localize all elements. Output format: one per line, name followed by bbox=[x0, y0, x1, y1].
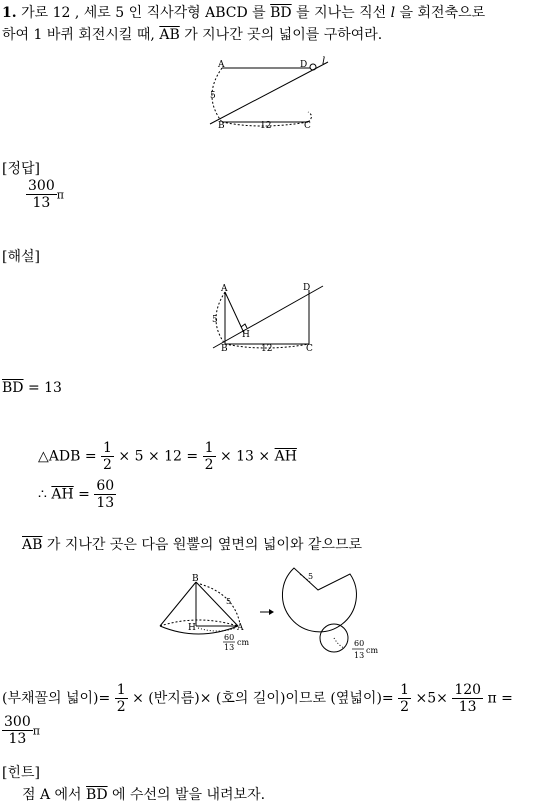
figure-perpendicular-h bbox=[205, 280, 330, 356]
cone-sentence bbox=[22, 534, 362, 554]
answer-pi: π bbox=[56, 188, 64, 202]
problem-number: 1. bbox=[2, 5, 17, 21]
problem-text: 을 회전축으로 bbox=[399, 5, 486, 21]
formula-text: (부채꼴의 넓이)= bbox=[2, 690, 111, 707]
label-b: B bbox=[218, 121, 225, 131]
area-rhs: × 13 × bbox=[219, 448, 271, 465]
segment-bd: $\overline{BD}$ bbox=[86, 787, 108, 803]
label-d: D bbox=[300, 60, 308, 70]
segment-ah: $\overline{AH}$ bbox=[51, 486, 74, 503]
answer-denominator: 13 bbox=[32, 195, 51, 212]
area-equation bbox=[38, 440, 297, 473]
figure-cone-development bbox=[278, 560, 388, 668]
label-five: 5 bbox=[308, 572, 314, 581]
label-c: C bbox=[304, 121, 311, 131]
label-b: B bbox=[221, 344, 228, 354]
figure-cone bbox=[150, 570, 260, 660]
radius-denominator: 13 bbox=[354, 651, 365, 660]
label-c: C bbox=[306, 344, 313, 354]
result-pi: π bbox=[32, 724, 40, 738]
ah-equation bbox=[38, 478, 116, 511]
label-a: A bbox=[221, 284, 228, 294]
result-numerator: 300 bbox=[4, 714, 31, 730]
arc-numerator: 120 bbox=[454, 682, 482, 698]
radius-numerator: 60 bbox=[224, 633, 235, 642]
problem-text: 가 지나간 곳의 넓이를 구하여라. bbox=[184, 27, 383, 43]
arrow-right-icon bbox=[258, 606, 278, 618]
therefore-symbol: ∴ bbox=[38, 486, 47, 503]
area-lhs: △ADB = bbox=[38, 448, 97, 465]
segment-bd: $\overline{BD}$ bbox=[270, 5, 292, 21]
radius-denominator: 13 bbox=[224, 643, 235, 652]
half-numerator: 1 bbox=[204, 440, 214, 456]
half-denominator: 2 bbox=[116, 699, 126, 716]
ah-numerator: 60 bbox=[96, 478, 115, 494]
label-h: H bbox=[188, 623, 196, 633]
label-d: D bbox=[303, 283, 311, 293]
figure-rectangle-rotation bbox=[200, 56, 340, 134]
problem-text: 를 지나는 직선 bbox=[296, 5, 387, 21]
label-h: H bbox=[242, 330, 250, 340]
half-numerator: 1 bbox=[103, 440, 112, 456]
area-mid: × 5 × 12 = bbox=[118, 448, 199, 465]
segment-ab: $\overline{AB}$ bbox=[159, 27, 180, 43]
explanation-header: [해설] bbox=[2, 249, 40, 265]
unit-cm: cm bbox=[237, 638, 250, 647]
segment-ah: $\overline{AH}$ bbox=[274, 448, 297, 465]
half-numerator: 1 bbox=[116, 682, 126, 698]
half-denominator: 2 bbox=[204, 457, 214, 474]
result-denominator: 13 bbox=[8, 731, 27, 748]
arc-denominator: 13 bbox=[458, 699, 477, 716]
problem-text: 가로 12 , 세로 5 인 직사각형 ABCD 를 bbox=[21, 5, 266, 21]
bd-value: = 13 bbox=[27, 380, 62, 396]
equals: = bbox=[78, 486, 90, 503]
label-five: 5 bbox=[212, 315, 218, 325]
formula-text: × (반지름)× (호의 길이)이므로 (옆넓이)= bbox=[132, 690, 394, 707]
answer-value bbox=[26, 178, 64, 211]
label-five: 5 bbox=[226, 597, 232, 606]
hint-text bbox=[22, 784, 265, 804]
hint-text-b: 에 수선의 발을 내려보자. bbox=[112, 787, 266, 803]
bd-equation bbox=[2, 380, 62, 396]
label-twelve: 12 bbox=[260, 121, 272, 131]
answer-numerator: 300 bbox=[28, 178, 55, 194]
line-l: l bbox=[390, 5, 396, 21]
half-numerator: 1 bbox=[400, 682, 410, 698]
cone-text: 가 지나간 곳은 다음 원뿔의 옆면의 넓이와 같으므로 bbox=[46, 537, 363, 553]
half-denominator: 2 bbox=[103, 457, 112, 474]
answer-header: [정답] bbox=[2, 161, 40, 177]
label-twelve: 12 bbox=[261, 344, 273, 354]
half-denominator: 2 bbox=[400, 699, 410, 716]
formula-text: ×5× bbox=[415, 690, 448, 707]
problem-text: 하여 1 바퀴 회전시킬 때, bbox=[2, 27, 155, 43]
problem-line-1 bbox=[2, 2, 485, 22]
segment-ab: $\overline{AB}$ bbox=[22, 537, 43, 553]
result-value bbox=[2, 714, 40, 747]
label-l: l bbox=[322, 56, 326, 67]
label-a: A bbox=[237, 623, 244, 633]
unit-cm: cm bbox=[366, 646, 379, 655]
label-b: B bbox=[192, 574, 199, 584]
hint-header: [힌트] bbox=[2, 765, 40, 781]
label-a: A bbox=[218, 60, 225, 70]
formula-line bbox=[2, 682, 513, 715]
radius-numerator: 60 bbox=[354, 639, 365, 648]
problem-line-2 bbox=[2, 24, 382, 44]
formula-text: π = bbox=[487, 690, 513, 707]
hint-text-a: 점 A 에서 bbox=[22, 787, 82, 803]
label-five: 5 bbox=[210, 91, 216, 101]
segment-bd: $\overline{BD}$ bbox=[2, 380, 24, 396]
ah-denominator: 13 bbox=[96, 495, 115, 512]
